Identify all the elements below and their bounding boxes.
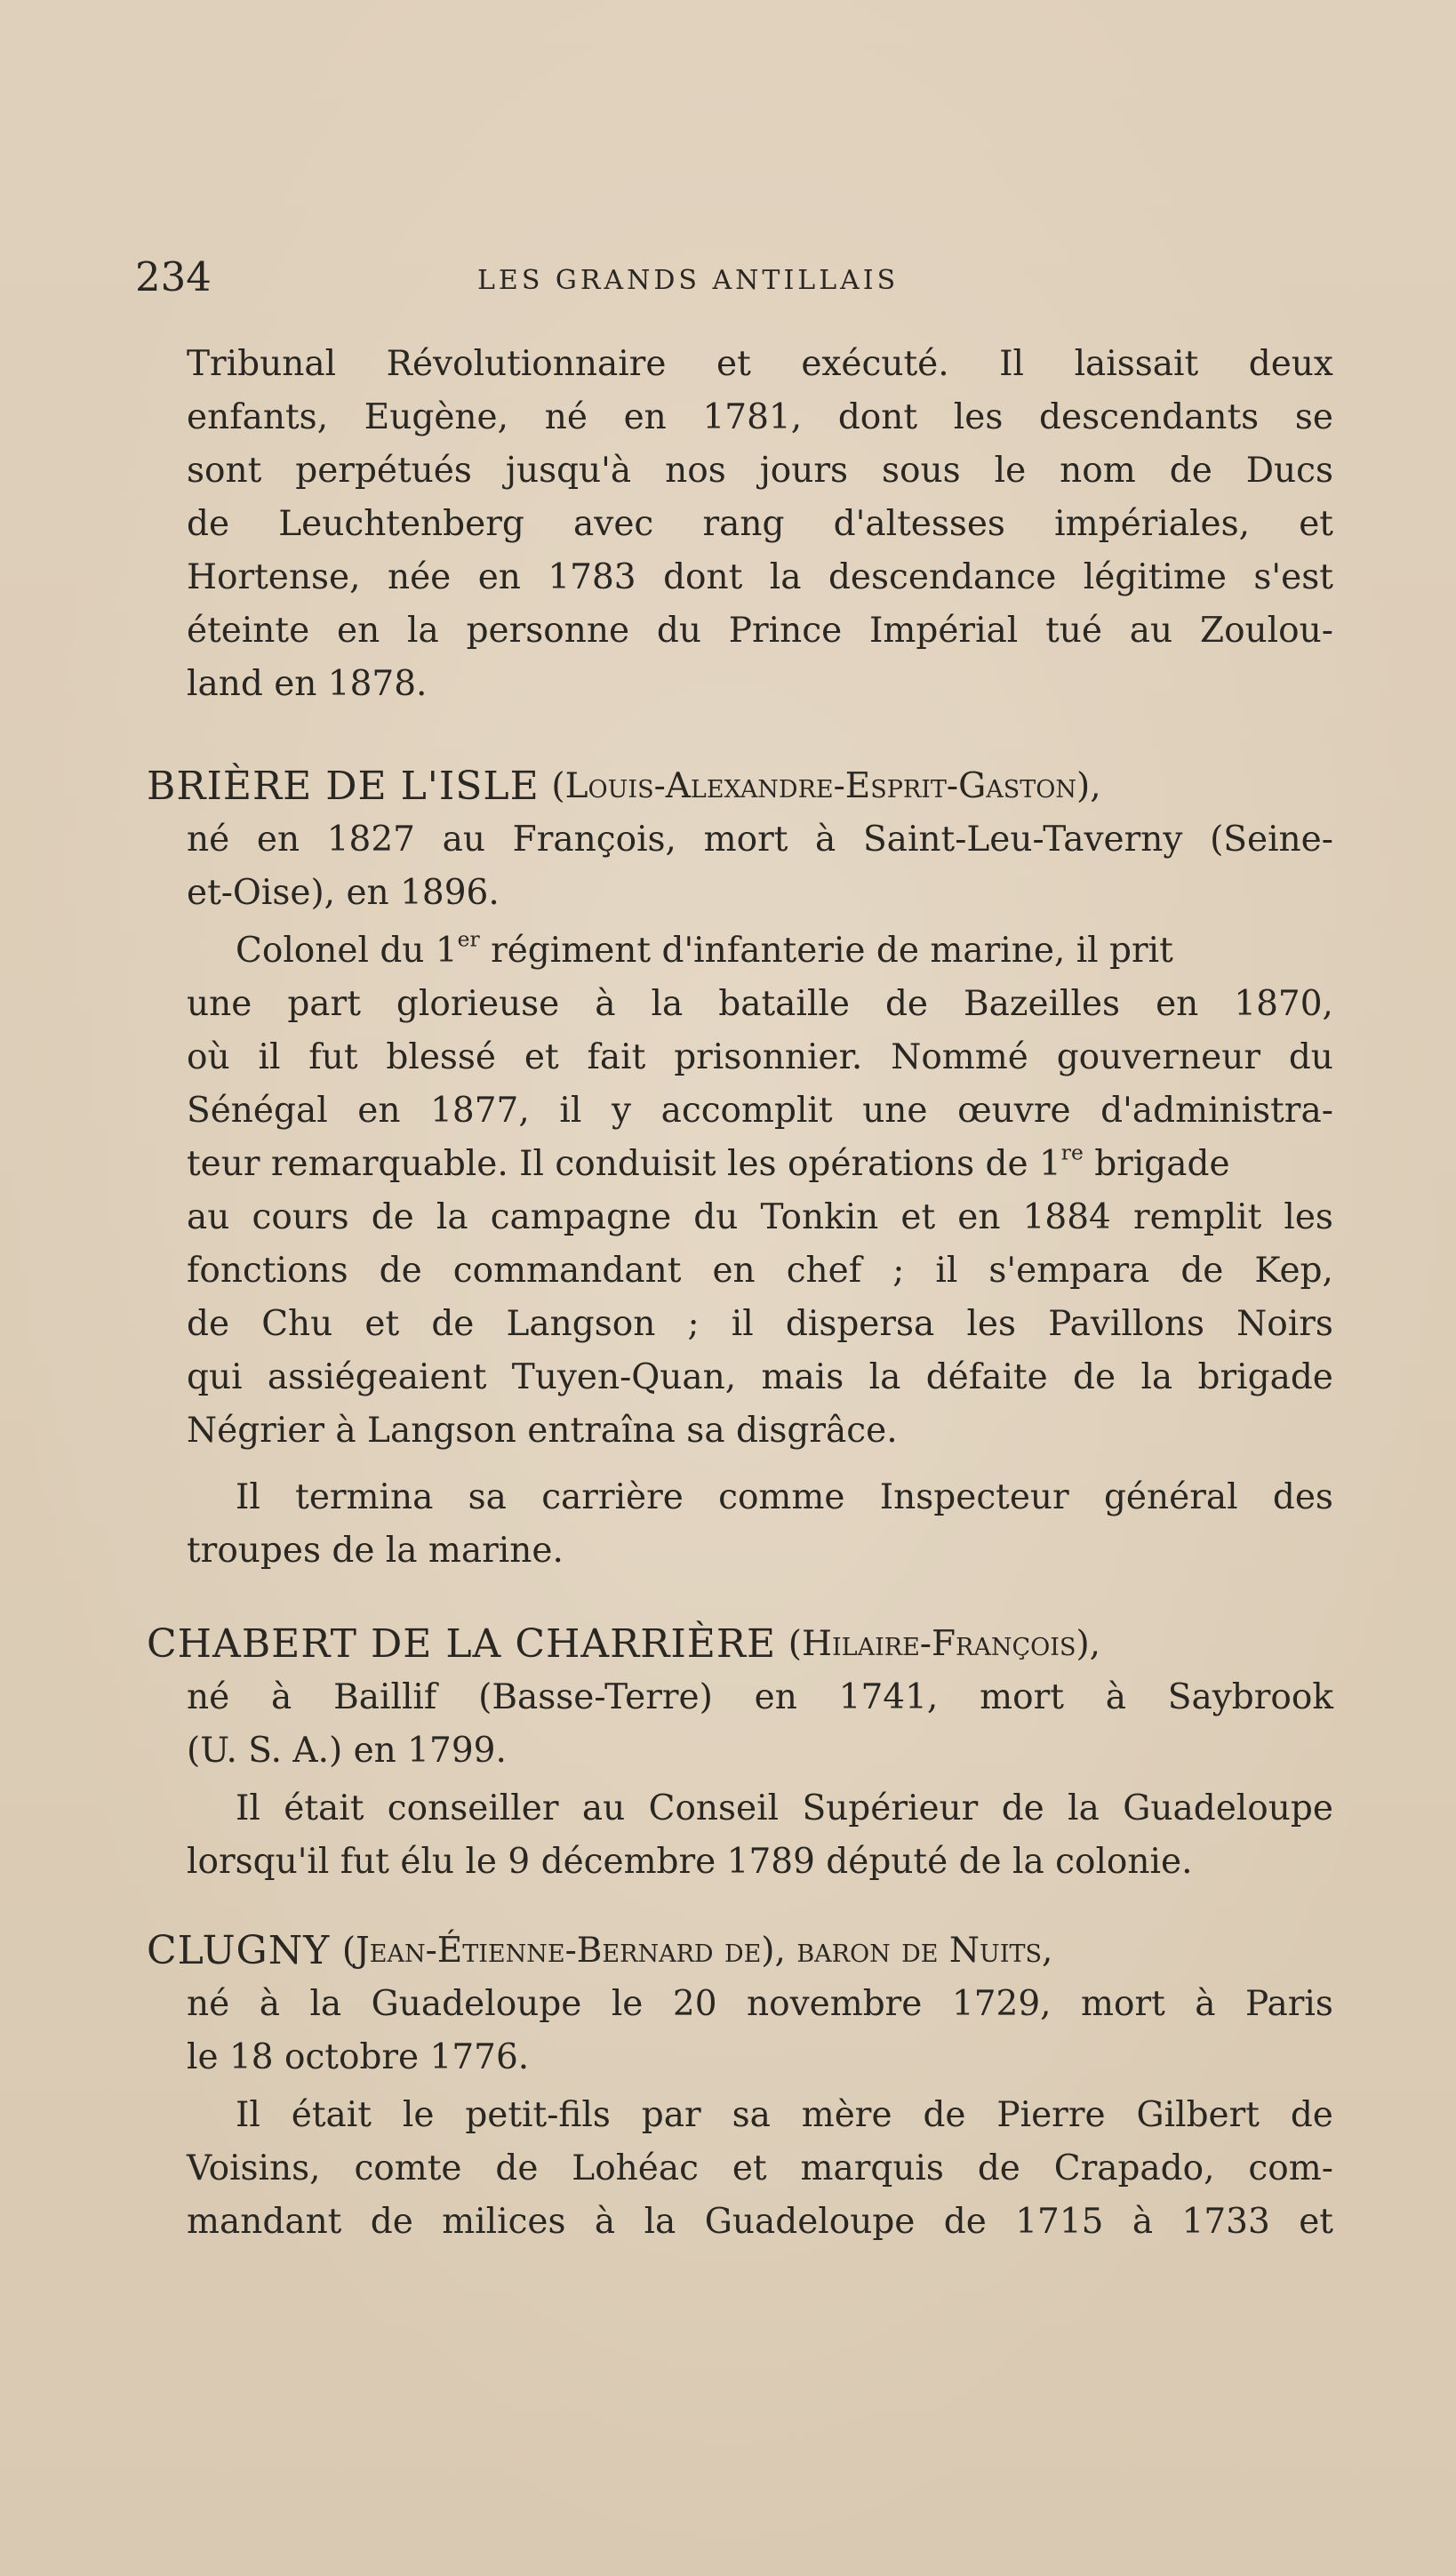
entry-name: CHABERT DE LA CHARRIÈRE <box>147 1621 777 1667</box>
page-header <box>135 251 1322 304</box>
text-line: lorsqu'il fut élu le 9 décembre 1789 député de la colonie. <box>187 1842 1193 1882</box>
text-line: land en 1878. <box>187 664 428 704</box>
text-line: enfants, Eugène, né en 1781, dont les descendants se <box>187 397 1333 437</box>
text-line: fonctions de commandant en chef ; il s'empara de Kep, <box>187 1251 1333 1291</box>
text-line: sont perpétués jusqu'à nos jours sous le nom de Ducs <box>187 451 1333 491</box>
text-line: né en 1827 au François, mort à Saint-Leu-Taverny (Seine- <box>187 820 1333 860</box>
entry-heading <box>147 760 1333 813</box>
text-line: Colonel du 1er régiment d'infanterie de marine, il prit <box>236 926 1173 971</box>
text-line: teur remarquable. Il conduisit les opérations de 1re brigade <box>187 1140 1230 1184</box>
text-line: Il termina sa carrière comme Inspecteur général des <box>236 1477 1333 1517</box>
text-line: Tribunal Révolutionnaire et exécuté. Il laissait deux <box>187 344 1333 384</box>
text-line: né à la Guadeloupe le 20 novembre 1729, mort à Paris <box>187 1984 1333 2024</box>
text-line: mandant de milices à la Guadeloupe de 1715 à 1733 et <box>187 2202 1333 2242</box>
text-line: troupes de la marine. <box>187 1531 564 1571</box>
text-line: où il fut blessé et fait prisonnier. Nommé gouverneur du <box>187 1037 1333 1077</box>
text-line: Il était conseiller au Conseil Supérieur de la Guadeloupe <box>236 1788 1333 1828</box>
text-line: au cours de la campagne du Tonkin et en 1884 remplit les <box>187 1197 1333 1237</box>
entry-name: BRIÈRE DE L'ISLE <box>147 764 540 809</box>
text-line: Hortense, née en 1783 dont la descendance légitime s'est <box>187 557 1333 597</box>
text-line: de Chu et de Langson ; il dispersa les Pavillons Noirs <box>187 1304 1333 1344</box>
text-line: de Leuchtenberg avec rang d'altesses impériales, et <box>187 504 1333 544</box>
entry-heading <box>147 1618 1333 1671</box>
entry-given-names: (Louis-Alexandre-Esprit-Gaston), <box>551 766 1101 806</box>
text-line: et-Oise), en 1896. <box>187 873 500 913</box>
text-line: qui assiégeaient Tuyen-Quan, mais la défaite de la brigade <box>187 1357 1333 1397</box>
text-line: (U. S. A.) en 1799. <box>187 1731 507 1771</box>
text-line: Voisins, comte de Lohéac et marquis de Crapado, com- <box>187 2148 1333 2188</box>
entry-name: CLUGNY <box>147 1928 331 1973</box>
entry-given-names: (Jean-Étienne-Bernard de), baron de Nuits, <box>341 1931 1053 1971</box>
running-head: LES GRANDS ANTILLAIS <box>477 265 900 296</box>
text-line: le 18 octobre 1776. <box>187 2037 530 2077</box>
text-line: Sénégal en 1877, il y accomplit une œuvre d'administra- <box>187 1091 1333 1131</box>
text-line: une part glorieuse à la bataille de Bazeilles en 1870, <box>187 984 1333 1024</box>
page-number: 234 <box>135 253 212 300</box>
text-line: né à Baillif (Basse-Terre) en 1741, mort à Saybrook <box>187 1677 1333 1717</box>
entry-heading <box>147 1924 1333 1978</box>
text-line: éteinte en la personne du Prince Impérial tué au Zoulou- <box>187 611 1333 651</box>
text-line: Il était le petit-fils par sa mère de Pierre Gilbert de <box>236 2095 1333 2135</box>
text-line: Négrier à Langson entraîna sa disgrâce. <box>187 1411 898 1451</box>
entry-given-names: (Hilaire-François), <box>788 1624 1101 1664</box>
